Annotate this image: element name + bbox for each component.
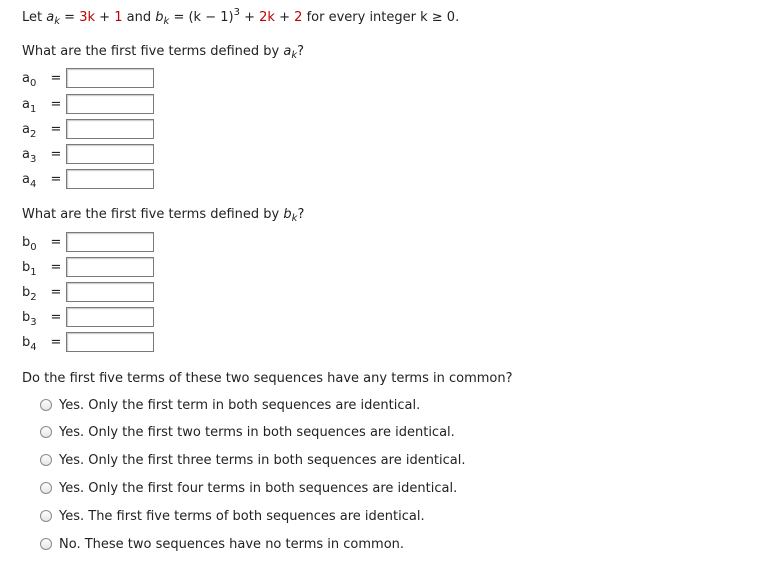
radio-button[interactable]: [40, 454, 52, 466]
b-term-label: $b_4$: [22, 334, 37, 353]
b-question-mark: ?: [297, 207, 305, 222]
b-term-row-1: [22, 256, 154, 278]
b-question-text: What are the first five terms defined by: [22, 207, 280, 222]
a-term-label: $a_4$: [22, 171, 37, 190]
equals-sign: =: [50, 96, 62, 112]
a-question-mark: ?: [297, 44, 305, 59]
a-expr-1: 1: [114, 10, 123, 25]
a-question-sub: k: [291, 50, 298, 61]
b1-input[interactable]: [66, 257, 154, 277]
equals-sign: =: [50, 146, 62, 162]
problem-statement: [22, 7, 460, 27]
b-question-sub: k: [291, 213, 298, 224]
eq-2: =: [173, 10, 185, 25]
b-var: b: [155, 10, 164, 25]
cube-exponent: 3: [233, 7, 240, 18]
equals-sign: =: [50, 121, 62, 137]
b-term-label: $b_1$: [22, 259, 37, 278]
choice-label: Yes. The first five terms of both sequences are identical.: [59, 508, 425, 524]
equals-sign: =: [50, 284, 62, 300]
plus-2: +: [244, 10, 256, 25]
radio-button[interactable]: [40, 399, 52, 411]
choice-option-4[interactable]: [40, 478, 457, 498]
let-text: Let: [22, 10, 43, 25]
b-term-label: $b_0$: [22, 234, 37, 253]
a-term-row-4: [22, 168, 154, 190]
b-term-row-4: [22, 331, 154, 353]
equals-sign: =: [50, 334, 62, 350]
choice-label: No. These two sequences have no terms in common.: [59, 536, 405, 552]
a-term-row-0: [22, 67, 154, 89]
a-term-row-3: [22, 143, 154, 165]
b-expr-2: 2: [294, 10, 303, 25]
choice-option-6[interactable]: [40, 534, 404, 554]
b-term-row-2: [22, 281, 154, 303]
choice-option-1[interactable]: [40, 395, 420, 415]
radio-button[interactable]: [40, 426, 52, 438]
a-var: a: [46, 10, 55, 25]
equals-sign: =: [50, 259, 62, 275]
equals-sign: =: [50, 309, 62, 325]
b-term-row-0: [22, 231, 154, 253]
b-expr-2k: 2k: [259, 10, 275, 25]
b3-input[interactable]: [66, 307, 154, 327]
choice-option-5[interactable]: [40, 506, 425, 526]
choice-label: Yes. Only the first three terms in both sequences are identical.: [59, 452, 466, 468]
radio-button[interactable]: [40, 538, 52, 550]
a-term-row-2: [22, 118, 154, 140]
b0-input[interactable]: [66, 232, 154, 252]
plus-1: +: [99, 10, 111, 25]
choice-option-3[interactable]: [40, 450, 466, 470]
b-term-label: $b_2$: [22, 284, 37, 303]
a-term-label: $a_0$: [22, 70, 37, 89]
a-question: [22, 44, 304, 59]
choice-label: Yes. Only the first four terms in both sequences are identical.: [59, 480, 458, 496]
b-expr-cube-base: (k − 1): [188, 10, 234, 25]
choice-option-2[interactable]: [40, 422, 455, 442]
problem-tail: for every integer k ≥ 0.: [306, 10, 460, 25]
and-text: and: [126, 10, 152, 25]
eq-1: =: [64, 10, 76, 25]
equals-sign: =: [50, 70, 62, 86]
a-term-label: $a_2$: [22, 121, 37, 140]
plus-3: +: [279, 10, 291, 25]
a3-input[interactable]: [66, 144, 154, 164]
common-question: Do the first five terms of these two sequences have any terms in common?: [22, 371, 513, 386]
a4-input[interactable]: [66, 169, 154, 189]
b-term-row-3: [22, 306, 154, 328]
choice-label: Yes. Only the first two terms in both sequences are identical.: [59, 424, 455, 440]
a-term-label: $a_1$: [22, 96, 37, 115]
a-question-var: a: [283, 44, 292, 59]
a-question-text: What are the first five terms defined by: [22, 44, 280, 59]
a0-input[interactable]: [66, 68, 154, 88]
b2-input[interactable]: [66, 282, 154, 302]
b-term-label: $b_3$: [22, 309, 37, 328]
radio-button[interactable]: [40, 510, 52, 522]
b-sub: k: [163, 16, 170, 27]
a-term-row-1: [22, 93, 154, 115]
b4-input[interactable]: [66, 332, 154, 352]
b-question: [22, 207, 304, 222]
equals-sign: =: [50, 171, 62, 187]
equals-sign: =: [50, 234, 62, 250]
a-expr-3k: 3k: [79, 10, 96, 25]
a2-input[interactable]: [66, 119, 154, 139]
a-term-label: $a_3$: [22, 146, 37, 165]
a-sub: k: [54, 16, 61, 27]
b-question-var: b: [283, 207, 292, 222]
choice-label: Yes. Only the first term in both sequences are identical.: [59, 397, 421, 413]
a1-input[interactable]: [66, 94, 154, 114]
radio-button[interactable]: [40, 482, 52, 494]
